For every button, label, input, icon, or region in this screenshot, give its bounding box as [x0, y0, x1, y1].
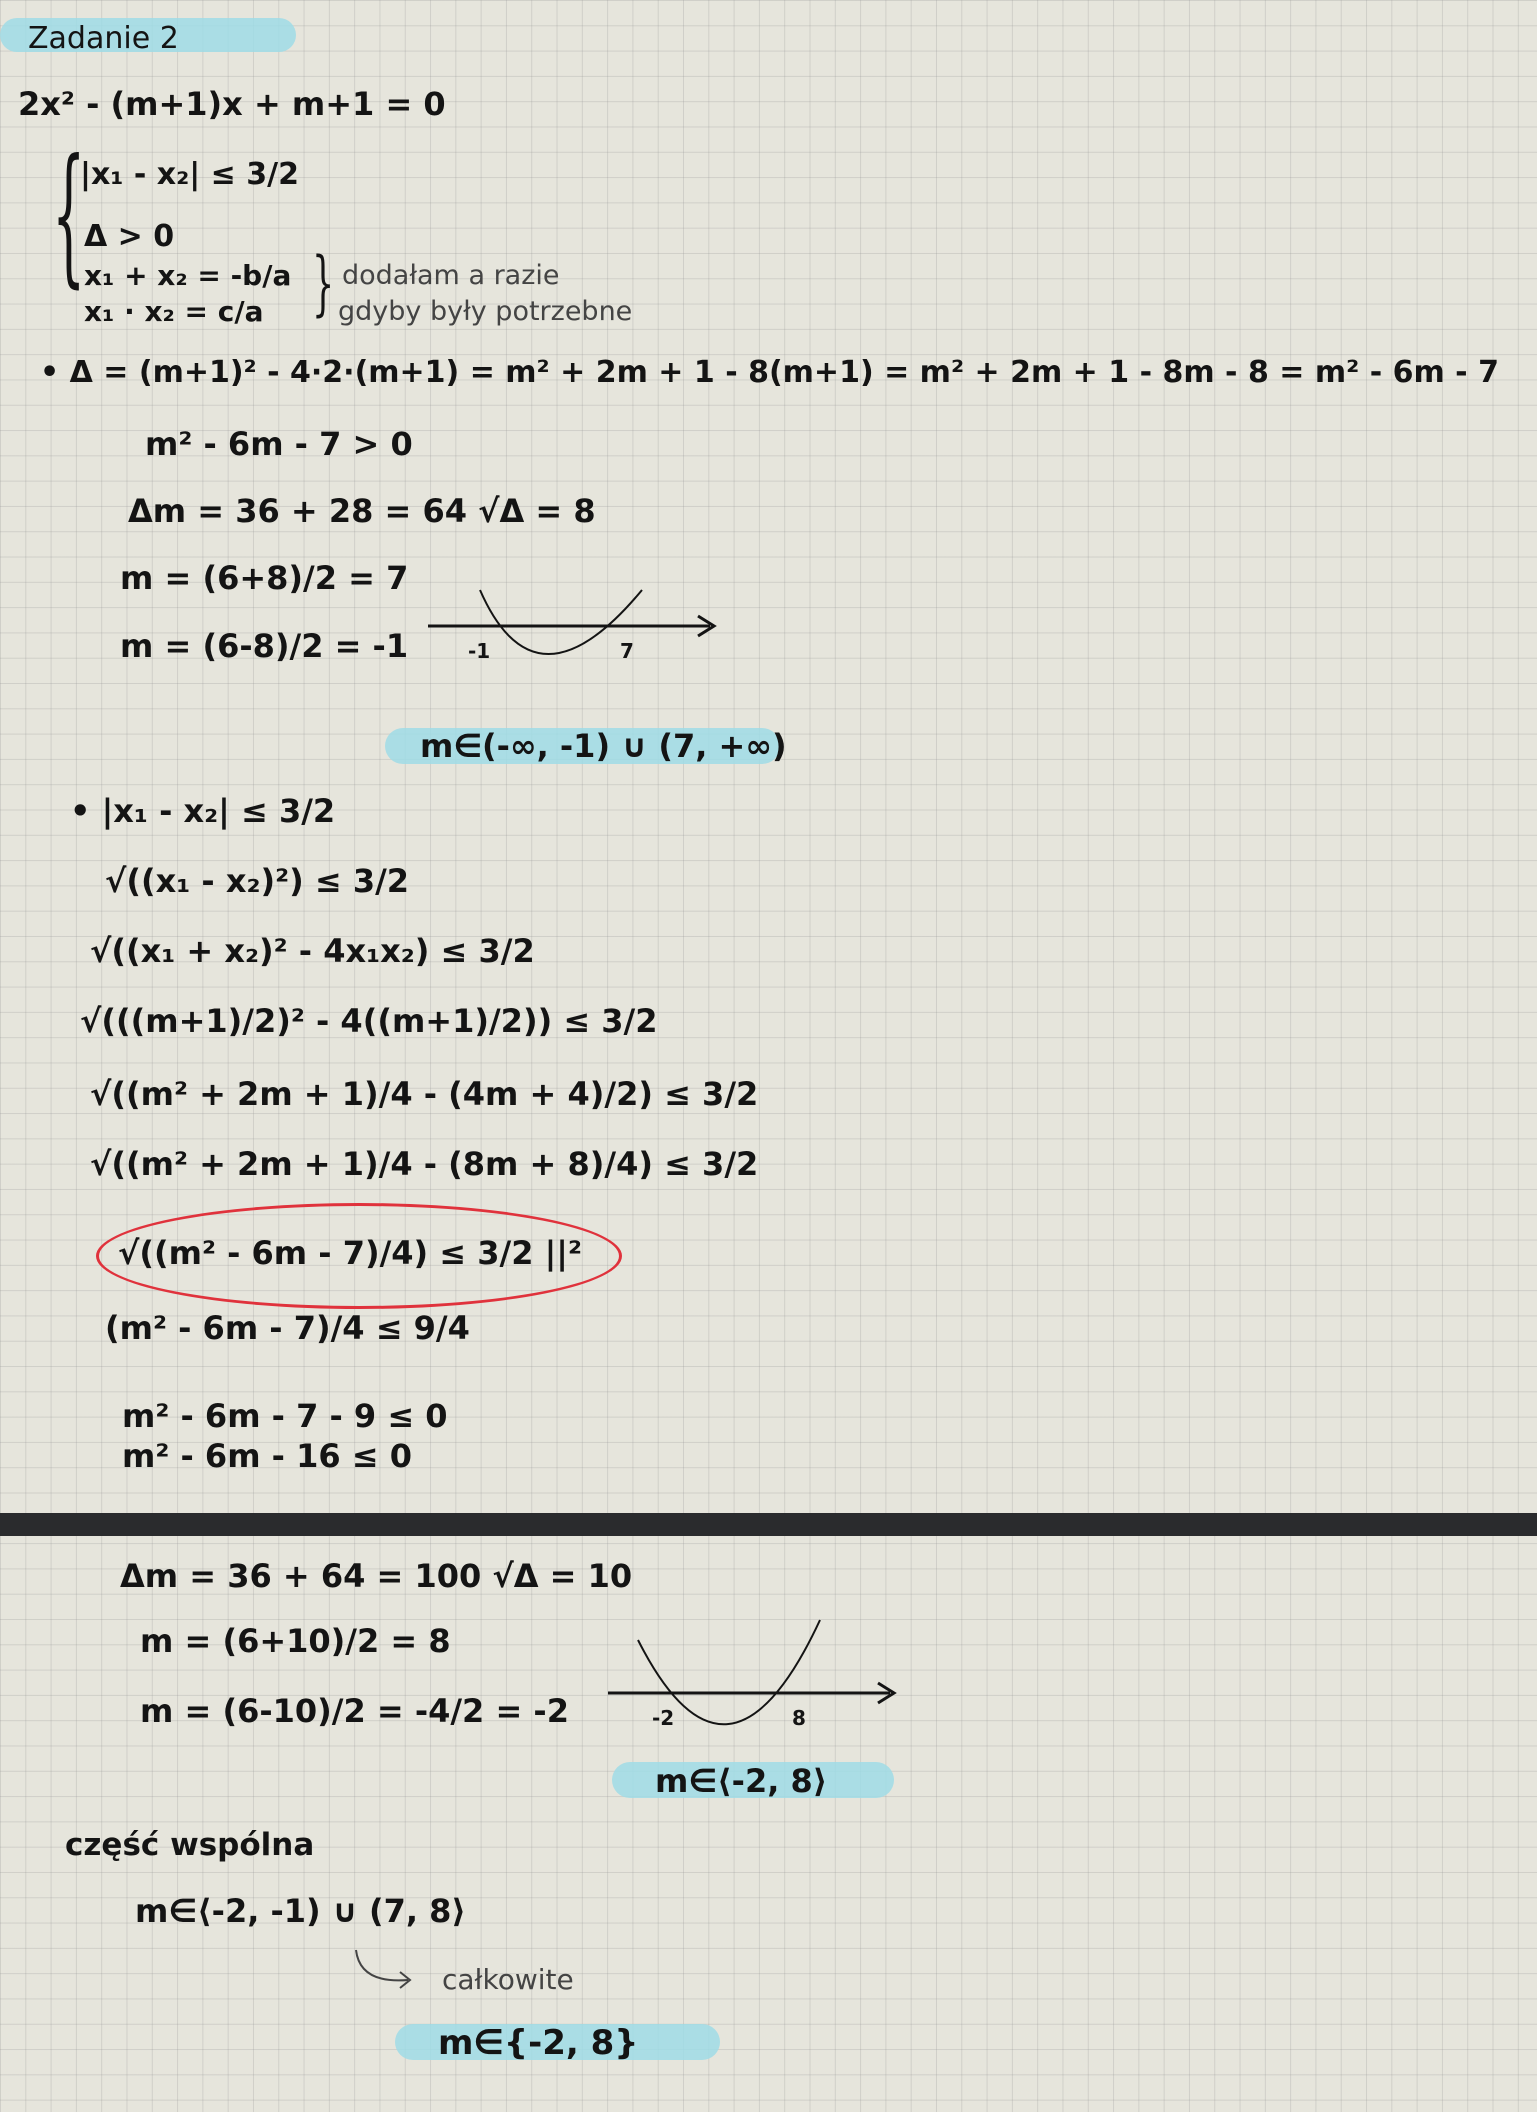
graph-2-tick-2: 8 — [792, 1706, 806, 1730]
graph-1-tick-1: -1 — [468, 639, 491, 663]
system-line-2: Δ > 0 — [84, 219, 175, 254]
arrow-to-note — [348, 1948, 448, 1998]
system-line-1: |x₁ - x₂| ≤ 3/2 — [80, 157, 299, 192]
system-brace: { — [52, 128, 86, 302]
delta-result: m∈(-∞, -1) ∪ (7, +∞) — [420, 727, 787, 765]
system-note-2: gdyby były potrzebne — [338, 296, 633, 327]
page-title: Zadanie 2 — [28, 21, 179, 56]
common-result: m∈⟨-2, -1) ∪ (7, 8⟩ — [135, 1892, 467, 1930]
abs-step-5: √((m² + 2m + 1)/4 - (4m + 4)/2) ≤ 3/2 — [90, 1075, 759, 1113]
abs-step-1: • |x₁ - x₂| ≤ 3/2 — [70, 792, 336, 830]
delta-root-1: m = (6+8)/2 = 7 — [120, 559, 409, 597]
common-note: całkowite — [442, 1963, 574, 1996]
main-equation: 2x² - (m+1)x + m+1 = 0 — [18, 85, 446, 123]
abs-step-2: √((x₁ - x₂)²) ≤ 3/2 — [105, 862, 410, 900]
delta-m-line: Δm = 36 + 28 = 64 √Δ = 8 — [128, 492, 596, 530]
graph-2-tick-1: -2 — [652, 1706, 675, 1730]
final-answer: m∈{-2, 8} — [438, 2023, 639, 2063]
parabola-graph-2 — [608, 1618, 908, 1748]
delta-bullet-line: • Δ = (m+1)² - 4·2·(m+1) = m² + 2m + 1 - 8(m+1) = m² + 2m + 1 - 8m - 8 = m² - 6m - 7 — [40, 355, 1499, 390]
second-root-1: m = (6+10)/2 = 8 — [140, 1622, 451, 1660]
abs-after-square: (m² - 6m - 7)/4 ≤ 9/4 — [105, 1309, 470, 1347]
abs-ineq-1: m² - 6m - 7 - 9 ≤ 0 — [122, 1397, 448, 1435]
abs-step-4: √(((m+1)/2)² - 4((m+1)/2)) ≤ 3/2 — [80, 1002, 658, 1040]
delta-inequality: m² - 6m - 7 > 0 — [145, 425, 413, 463]
parabola-graph-1 — [428, 588, 728, 668]
graph-1-tick-2: 7 — [620, 639, 634, 663]
second-delta-m: Δm = 36 + 64 = 100 √Δ = 10 — [120, 1557, 633, 1595]
second-result: m∈⟨-2, 8⟩ — [655, 1762, 828, 1800]
system-line-3: x₁ + x₂ = -b/a — [84, 259, 292, 292]
page-divider — [0, 1513, 1537, 1536]
system-line-4: x₁ · x₂ = c/a — [84, 295, 264, 328]
abs-ineq-2: m² - 6m - 16 ≤ 0 — [122, 1437, 412, 1475]
delta-root-2: m = (6-8)/2 = -1 — [120, 627, 409, 665]
common-label: część wspólna — [65, 1827, 315, 1863]
note-brace: } — [312, 242, 335, 324]
system-note-1: dodałam a razie — [342, 260, 560, 291]
abs-circled-step: √((m² - 6m - 7)/4) ≤ 3/2 ||² — [118, 1234, 582, 1272]
abs-step-6: √((m² + 2m + 1)/4 - (8m + 8)/4) ≤ 3/2 — [90, 1145, 759, 1183]
abs-step-3: √((x₁ + x₂)² - 4x₁x₂) ≤ 3/2 — [90, 932, 535, 970]
second-root-2: m = (6-10)/2 = -4/2 = -2 — [140, 1692, 569, 1730]
